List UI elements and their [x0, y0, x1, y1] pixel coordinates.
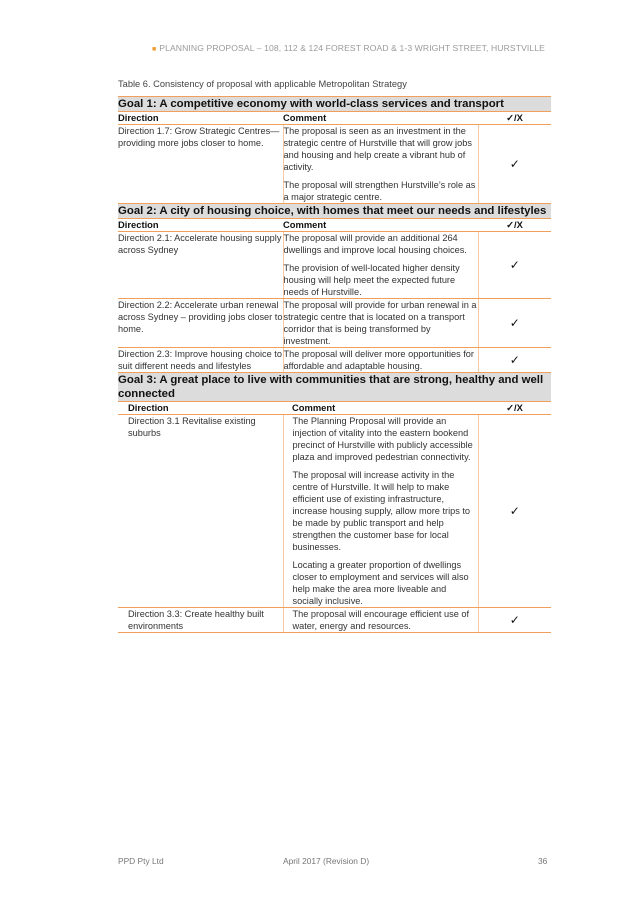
goal-title: Goal 1: A competitive economy with world-class services and transport	[118, 97, 551, 112]
direction-header: Direction	[118, 112, 283, 125]
check-header: ✓/X	[478, 219, 551, 232]
check-mark-icon: ✓	[478, 125, 551, 204]
footer-company: PPD Pty Ltd	[118, 856, 164, 866]
comment-paragraph: The proposal is seen as an investment in the strategic centre of Hurstville that will grow jobs and housing and help create a vibrant hub of activity.	[283, 126, 472, 172]
running-header	[0, 43, 637, 53]
page-number: 36	[538, 856, 548, 866]
comment-paragraph: The proposal will increase activity in the centre of Hurstville. It will help to make efficient use of existing infrastructure, increase housing supply, allow more trips to be made by public transport and help strengthen the customer base for local businesses.	[292, 470, 471, 552]
comment-paragraph: The provision of well-located higher density housing will help meet the expected future needs of Hurstville.	[283, 263, 460, 297]
column-header-row	[118, 402, 551, 415]
comment-cell	[283, 232, 478, 299]
comment-cell	[283, 415, 478, 608]
check-header: ✓/X	[478, 402, 551, 415]
table-row	[118, 125, 551, 204]
goal-1-section	[118, 97, 551, 204]
direction-cell: Direction 2.3: Improve housing choice to suit different needs and lifestyles	[118, 349, 282, 371]
metropolitan-strategy-table	[118, 96, 551, 633]
comment-paragraph: The proposal will encourage efficient use of water, energy and resources.	[292, 609, 470, 631]
direction-cell: Direction 3.1 Revitalise existing suburbs	[118, 415, 283, 608]
goal-3-section	[118, 373, 551, 633]
goal-title: Goal 3: A great place to live with communities that are strong, healthy and well connected	[118, 373, 551, 402]
direction-cell: Direction 2.2: Accelerate urban renewal across Sydney – providing jobs closer to home.	[118, 299, 283, 348]
table-caption: Table 6. Consistency of proposal with applicable Metropolitan Strategy	[118, 79, 407, 89]
direction-header: Direction	[118, 219, 283, 232]
orange-square-icon: ■	[151, 46, 157, 53]
comment-cell	[283, 125, 478, 204]
comment-header: Comment	[283, 112, 478, 125]
comment-paragraph: The proposal will deliver more opportunities for affordable and adaptable housing.	[283, 349, 474, 371]
goal-2-section	[118, 204, 551, 373]
check-mark-icon: ✓	[478, 299, 551, 348]
direction-cell: Direction 3.3: Create healthy built environments	[118, 608, 283, 633]
comment-paragraph: Locating a greater proportion of dwellings closer to employment and services will also help make the area more liveable and socially inclusive.	[292, 560, 469, 606]
comment-cell	[283, 348, 478, 373]
direction-cell: Direction 1.7: Grow Strategic Centres—providing more jobs closer to home.	[118, 125, 283, 204]
goal-title: Goal 2: A city of housing choice, with homes that meet our needs and lifestyles	[118, 204, 551, 219]
table-row	[118, 415, 551, 608]
table-row	[118, 232, 551, 299]
check-mark-icon: ✓	[478, 415, 551, 608]
column-header-row	[118, 219, 551, 232]
comment-paragraph: The Planning Proposal will provide an injection of vitality into the eastern bookend precinct of Hurstville with publicly accessible plaza and improved pedestrian connectivity.	[292, 416, 473, 462]
direction-header: Direction	[118, 402, 283, 415]
comment-header: Comment	[283, 219, 478, 232]
check-mark-icon: ✓	[478, 348, 551, 373]
check-mark-icon: ✓	[478, 608, 551, 633]
check-header: ✓/X	[478, 112, 551, 125]
comment-cell	[283, 299, 478, 348]
comment-header: Comment	[283, 402, 478, 415]
comment-paragraph: The proposal will strengthen Hurstville’s role as a major strategic centre.	[283, 180, 476, 202]
table-row	[118, 608, 551, 633]
table-row	[118, 299, 551, 348]
comment-paragraph: The proposal will provide for urban renewal in a strategic centre that is located on a transport corridor that is being transformed by investment.	[283, 300, 477, 346]
footer-date: April 2017 (Revision D)	[283, 856, 370, 866]
header-text: PLANNING PROPOSAL – 108, 112 & 124 FOREST ROAD & 1-3 WRIGHT STREET, HURSTVILLE	[159, 43, 545, 53]
table-row	[118, 348, 551, 373]
direction-cell: Direction 2.1: Accelerate housing supply across Sydney	[118, 232, 283, 299]
comment-cell	[283, 608, 478, 633]
comment-paragraph: The proposal will provide an additional 264 dwellings and improve local housing choices.	[283, 233, 467, 255]
check-mark-icon: ✓	[478, 232, 551, 299]
column-header-row	[118, 112, 551, 125]
